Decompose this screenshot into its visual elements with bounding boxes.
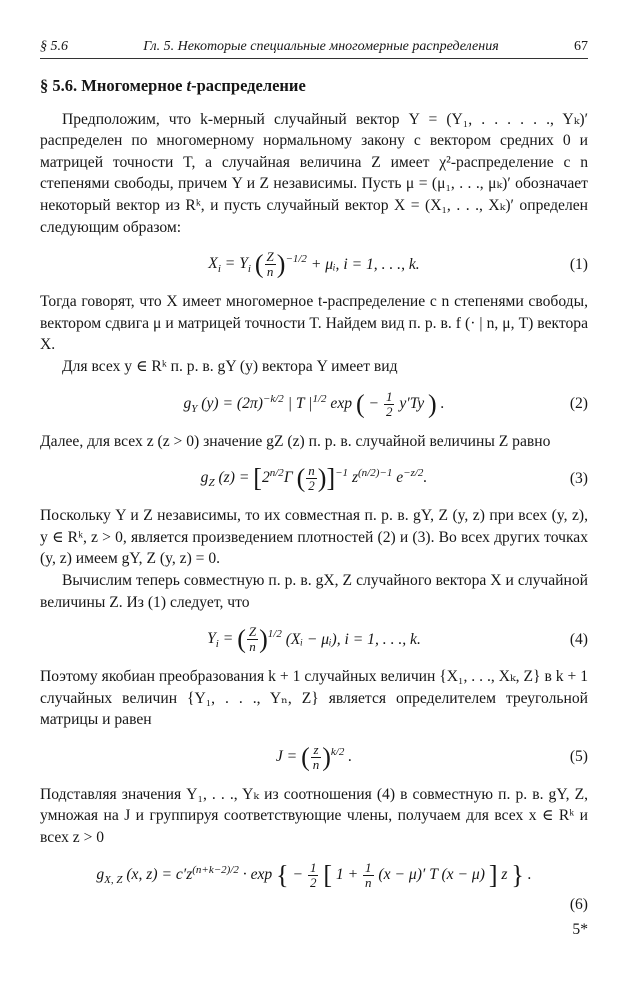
paragraph-7: Поэтому якобиан преобразования k + 1 случайных величин {X₁, . . ., Xₖ, Z} в k + 1 случайных величин {Y₁, . . ., Yₙ, Z} является определителем треугольной матрицы и равен — [40, 668, 588, 729]
running-header — [40, 36, 588, 59]
equation-4: $Y_i$ = ( $\frac{Z}{n}$ )$^{1/2}$ (Xᵢ − μᵢ), i = 1, . . ., k. (4) — [207, 624, 588, 655]
equation-5: J = ( $\frac{z}{n}$ )$^{k/2}$ . (5) — [275, 741, 588, 772]
paragraph-2: Тогда говорят, что X имеет многомерное t-распределение с n степенями свободы, вектором сдвига μ и матрицей точности T. Найдем вид п. р. в. f (· | n, μ, T) вектора X. — [40, 293, 588, 354]
equation-6: $g_{X, Z}$ (x, $z) = c'z^{(n+k-2)/2} \cdot \exp$ { − $\frac{1}{2}$ [ 1 + $\frac{1}{n}$ (x − μ)′ T (x − μ) ] z } . — [96, 859, 532, 890]
paragraph-8: Подставляя значения Y₁, . . ., Yₖ из соотношения (4) в совместную п. р. в. gY, Z, умножая на J и группируя соответствующие члены, получаем для всех x ∈ Rᵏ и всех z > 0 — [40, 785, 588, 847]
page — [40, 36, 588, 941]
equation-number: (5) — [569, 748, 588, 766]
page-number: 67 — [574, 39, 588, 54]
paragraph-3: Для всех y ∈ Rᵏ п. р. в. gY (y) вектора Y имеет вид — [62, 357, 398, 375]
signature-mark: 5* — [572, 921, 588, 939]
paragraph-6: Вычислим теперь совместную п. р. в. gX, Z случайного вектора X и случайной величины Z. Из (1) следует, что — [40, 571, 588, 611]
paragraph-4: Далее, для всех z (z > 0) значение gZ (z) п. р. в. случайной величины Z равно — [40, 432, 551, 450]
equation-3: $g_Z$ $(z) = [2^{n/2}\Gamma$ ( $\frac{n}{2}$ )]$^{-1}$ $z^{(n/2)-1}$ $e^{-z/2}$. (3) — [200, 463, 588, 494]
equation-number: (2) — [569, 395, 588, 413]
equation-number: (1) — [569, 255, 588, 273]
paragraph-1: Предположим, что k-мерный случайный вектор Y = (Y₁, . . . . . ., Yₖ)′ распределен по многомерному нормальному закону с вектором средних 0 и матрицей точности T, а случайная величина Z имеет χ²-распределение с n степенями свободы, причем Y и Z независимы. Пусть μ = (μ₁, . . ., μₖ)′ обозначает некоторый вектор из Rᵏ, и пусть случайный вектор X = (X₁, . . ., Xₖ)′ определен следующим образом: — [40, 110, 588, 236]
paragraph-5: Поскольку Y и Z независимы, то их совместная п. р. в. gY, Z (y, z) при всех (y, z), y ∈ Rᵏ, z > 0, является произведением плотностей (2) и (3). Во всех других точках (y, z) имеем gY, Z (y, z) = 0. — [40, 507, 588, 568]
equation-2: $g_Y$ $(y) = (2\pi)^{-k/2}$ | T $|^{1/2}$ exp ( − $\frac{1}{2}$ y′Ty ) . (2) — [183, 388, 588, 419]
header-title: Гл. 5. Некоторые специальные многомерные распределения — [143, 39, 499, 54]
equation-1: $X_i = Y_i$ ( $\frac{Z}{n}$ )$^{-1/2}$ + μᵢ, i = 1, . . ., k. (1) — [208, 249, 588, 280]
equation-number: (4) — [569, 630, 588, 648]
section-title: § 5.6. Многомерное t-распределение — [40, 76, 306, 95]
equation-number: (6) — [569, 895, 588, 913]
header-section: § 5.6 — [40, 39, 68, 54]
equation-number: (3) — [569, 469, 588, 487]
